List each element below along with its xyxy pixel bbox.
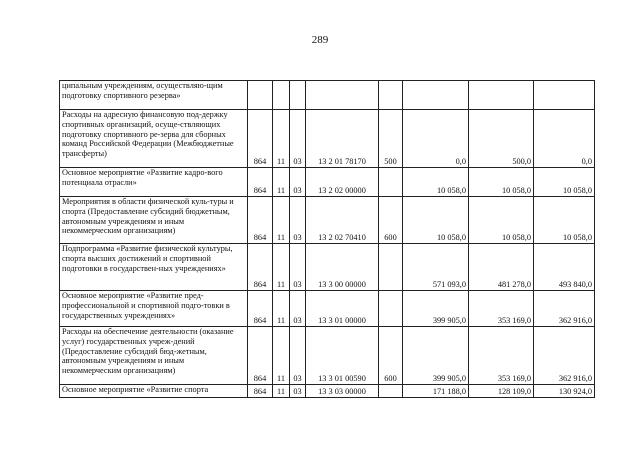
target-article-cell: 13 3 01 00590: [306, 327, 379, 385]
subsection-code-cell: 03: [290, 327, 306, 385]
budget-table: [59, 80, 595, 398]
amount-year3-cell: 0,0: [534, 110, 595, 168]
amount-year3-cell: 10 058,0: [534, 197, 595, 244]
expense-type-cell: [379, 244, 403, 291]
target-article-cell: 13 2 02 70410: [306, 197, 379, 244]
amount-year1-cell: 571 093,0: [403, 244, 469, 291]
amount-year3-cell: [534, 81, 595, 110]
ministry-code-cell: 864: [248, 291, 273, 327]
amount-year1-cell: 10 058,0: [403, 197, 469, 244]
table-row: [60, 327, 595, 385]
ministry-code-cell: 864: [248, 244, 273, 291]
expense-type-cell: [379, 385, 403, 398]
expense-type-cell: [379, 81, 403, 110]
expense-type-cell: [379, 291, 403, 327]
ministry-code-cell: 864: [248, 197, 273, 244]
amount-year3-cell: 10 058,0: [534, 168, 595, 197]
amount-year2-cell: 481 278,0: [469, 244, 534, 291]
amount-year1-cell: 399 905,0: [403, 327, 469, 385]
table-row: [60, 197, 595, 244]
page-number: 289: [311, 34, 329, 46]
amount-year3-cell: 362 916,0: [534, 291, 595, 327]
amount-year2-cell: 10 058,0: [469, 168, 534, 197]
subsection-code-cell: [290, 81, 306, 110]
ministry-code-cell: 864: [248, 110, 273, 168]
amount-year3-cell: 130 924,0: [534, 385, 595, 398]
ministry-code-cell: 864: [248, 168, 273, 197]
ministry-code-cell: [248, 81, 273, 110]
ministry-code-cell: 864: [248, 385, 273, 398]
expense-name-cell: ципальным учреждениям, осуществляю-щим подготовку спортивного резерва»: [60, 81, 248, 110]
amount-year2-cell: 500,0: [469, 110, 534, 168]
amount-year2-cell: 128 109,0: [469, 385, 534, 398]
amount-year1-cell: 171 188,0: [403, 385, 469, 398]
expense-type-cell: 600: [379, 197, 403, 244]
subsection-code-cell: 03: [290, 244, 306, 291]
expense-name-cell: Основное мероприятие «Развитие пред-профессиональной и спортивной подго-товки в государственных учреждениях»: [60, 291, 248, 327]
target-article-cell: [306, 81, 379, 110]
amount-year2-cell: 353 169,0: [469, 327, 534, 385]
target-article-cell: 13 3 03 00000: [306, 385, 379, 398]
section-code-cell: 11: [273, 197, 290, 244]
table-row: [60, 168, 595, 197]
section-code-cell: 11: [273, 327, 290, 385]
table-row: [60, 291, 595, 327]
target-article-cell: 13 2 02 00000: [306, 168, 379, 197]
section-code-cell: 11: [273, 385, 290, 398]
amount-year2-cell: 10 058,0: [469, 197, 534, 244]
section-code-cell: 11: [273, 244, 290, 291]
table-row: [60, 385, 595, 398]
amount-year1-cell: 399 905,0: [403, 291, 469, 327]
table-row: [60, 244, 595, 291]
amount-year3-cell: 362 916,0: [534, 327, 595, 385]
table-row: [60, 110, 595, 168]
section-code-cell: [273, 81, 290, 110]
section-code-cell: 11: [273, 291, 290, 327]
ministry-code-cell: 864: [248, 327, 273, 385]
expense-name-cell: Основное мероприятие «Развитие кадро-вого потенциала отрасли»: [60, 168, 248, 197]
table-body: [60, 81, 595, 398]
section-code-cell: 11: [273, 168, 290, 197]
target-article-cell: 13 2 01 78170: [306, 110, 379, 168]
expense-name-cell: Основное мероприятие «Развитие спорта: [60, 385, 248, 398]
expense-name-cell: Расходы на адресную финансовую под-держку спортивных организаций, осуще-ствляющих подготовку спортивного ре-зерва для сборных команд Российской Федерации (Межбюджетные трансферты): [60, 110, 248, 168]
expense-type-cell: [379, 168, 403, 197]
expense-name-cell: Расходы на обеспечение деятельности (оказание услуг) государственных учреж-дений (Предоставление субсидий бюд-жетным, автономным учреждениям и иным некоммерческим организациям): [60, 327, 248, 385]
amount-year3-cell: 493 840,0: [534, 244, 595, 291]
subsection-code-cell: 03: [290, 110, 306, 168]
target-article-cell: 13 3 00 00000: [306, 244, 379, 291]
expense-name-cell: Подпрограмма «Развитие физической культуры, спорта высших достижений и спортивной подготовки в государствен-ных учреждениях»: [60, 244, 248, 291]
subsection-code-cell: 03: [290, 385, 306, 398]
subsection-code-cell: 03: [290, 291, 306, 327]
amount-year2-cell: [469, 81, 534, 110]
expense-type-cell: 500: [379, 110, 403, 168]
subsection-code-cell: 03: [290, 168, 306, 197]
amount-year1-cell: 10 058,0: [403, 168, 469, 197]
subsection-code-cell: 03: [290, 197, 306, 244]
amount-year2-cell: 353 169,0: [469, 291, 534, 327]
amount-year1-cell: [403, 81, 469, 110]
section-code-cell: 11: [273, 110, 290, 168]
expense-name-cell: Мероприятия в области физической куль-туры и спорта (Предоставление субсидий бюджетным, автономным учреждениям и иным некоммерческим организациям): [60, 197, 248, 244]
amount-year1-cell: 0,0: [403, 110, 469, 168]
expense-type-cell: 600: [379, 327, 403, 385]
table-row: [60, 81, 595, 110]
target-article-cell: 13 3 01 00000: [306, 291, 379, 327]
